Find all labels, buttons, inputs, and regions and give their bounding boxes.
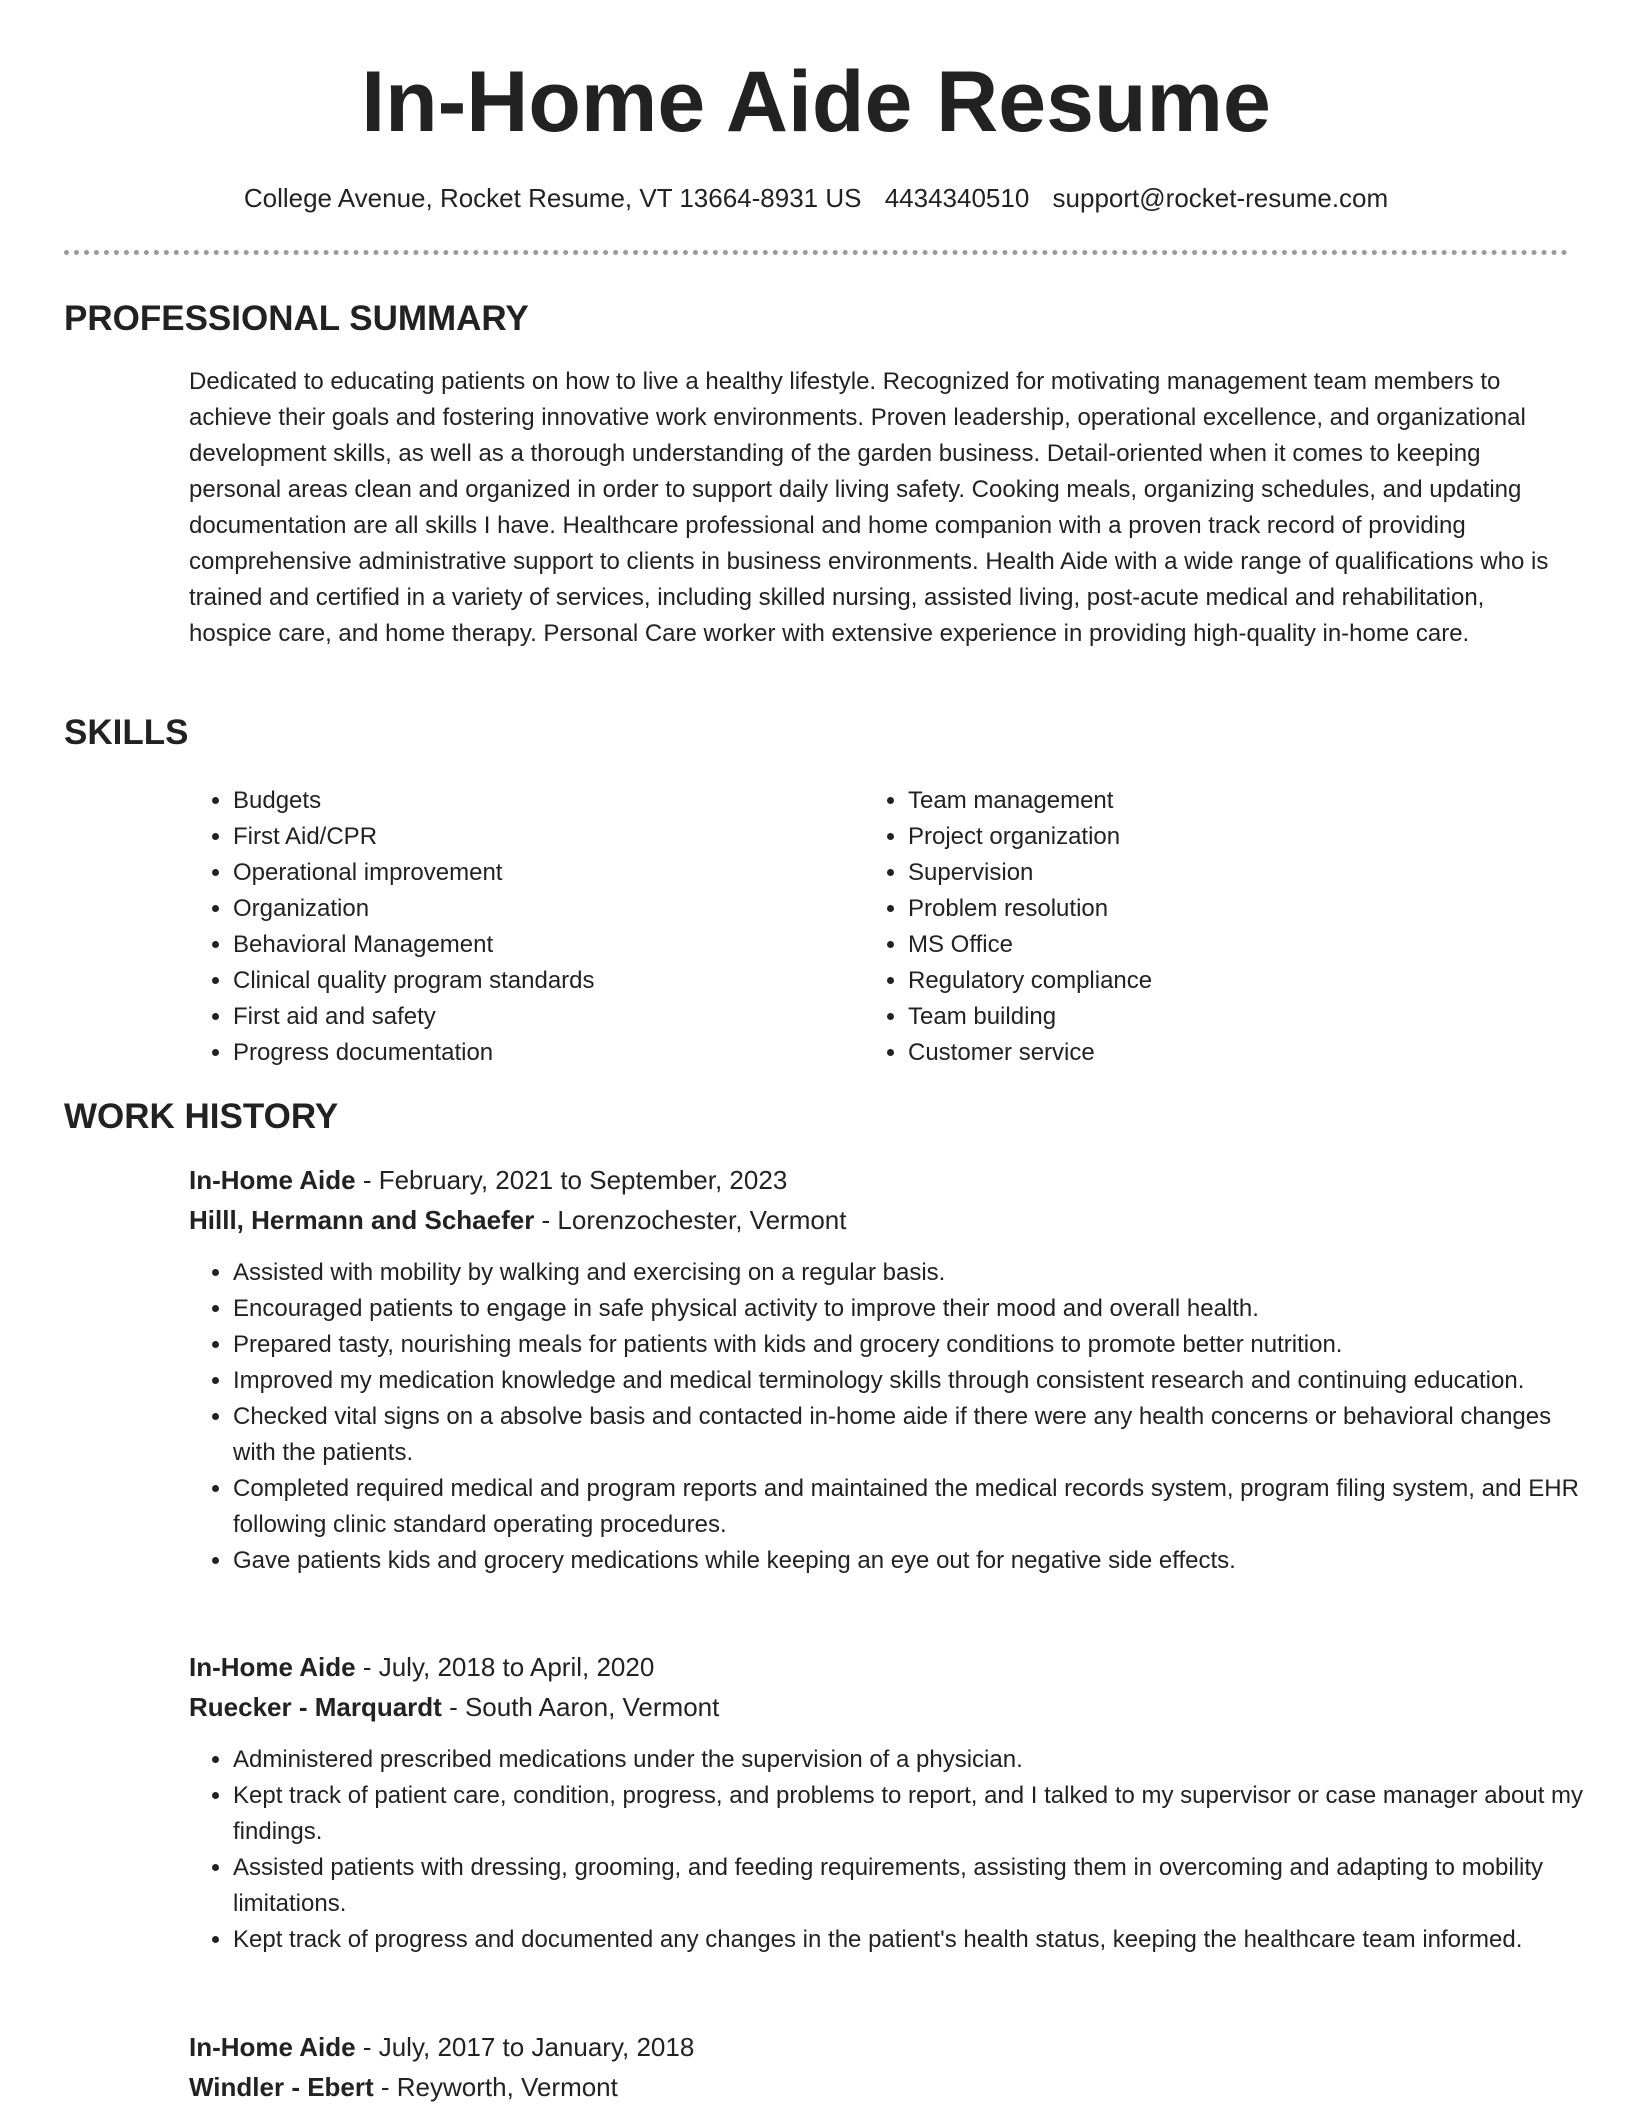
skill-item: • Customer service: [908, 1035, 1152, 1071]
skill-item: • Supervision: [908, 855, 1152, 891]
skill-item: • Operational improvement: [233, 855, 595, 891]
skill-item: • Regulatory compliance: [908, 963, 1152, 999]
skill-item: • Progress documentation: [233, 1035, 595, 1071]
job-bullet: • Completed required medical and program reports and maintained the medical records system, program filing system, and EHR following clinic standard operating procedures.: [233, 1471, 1595, 1543]
job-company-line: [189, 1202, 847, 1238]
job-title-line: [189, 1162, 787, 1198]
contact-address: College Avenue, Rocket Resume, VT 13664-8931 US: [243, 183, 862, 213]
skill-item: • First Aid/CPR: [233, 819, 595, 855]
job-bullet: • Encouraged patients to engage in safe physical activity to improve their mood and overall health.: [233, 1291, 1595, 1327]
job-bullet: • Gave patients kids and grocery medications while keeping an eye out for negative side effects.: [233, 1543, 1595, 1579]
job-title-line: [189, 2029, 694, 2065]
job-bullet: • Improved my medication knowledge and medical terminology skills through consistent research and continuing education.: [233, 1363, 1595, 1399]
skills-list-right: [864, 783, 1152, 1071]
skills-heading: SKILLS: [64, 713, 189, 752]
job-location: - Lorenzochester, Vermont: [534, 1205, 847, 1235]
skill-item: • Project organization: [908, 819, 1152, 855]
summary-heading: PROFESSIONAL SUMMARY: [64, 299, 529, 338]
skill-item: • Clinical quality program standards: [233, 963, 595, 999]
resume-title: In-Home Aide Resume: [361, 54, 1271, 150]
skill-item: • MS Office: [908, 927, 1152, 963]
contact-line: [0, 180, 1632, 216]
job-company-line: [189, 1689, 719, 1725]
job-company: Windler - Ebert: [189, 2072, 374, 2102]
job-company-line: [189, 2069, 618, 2105]
job-bullet: • Prepared tasty, nourishing meals for patients with kids and grocery conditions to promote better nutrition.: [233, 1327, 1595, 1363]
job-bullets: [189, 1255, 1595, 1579]
contact-email: support@rocket-resume.com: [1052, 183, 1389, 213]
job-title: In-Home Aide: [189, 1165, 356, 1195]
skill-item: • First aid and safety: [233, 999, 595, 1035]
job-bullet: • Checked vital signs on a absolve basis and contacted in-home aide if there were any health concerns or behavioral changes with the patients.: [233, 1399, 1595, 1471]
job-company: Ruecker - Marquardt: [189, 1692, 442, 1722]
job-bullet: • Kept track of progress and documented any changes in the patient's health status, keeping the healthcare team informed.: [233, 1922, 1595, 1958]
skill-item: • Organization: [233, 891, 595, 927]
job-bullet: • Administered prescribed medications under the supervision of a physician.: [233, 1742, 1595, 1778]
skills-list-left: [189, 783, 595, 1071]
skill-item: • Behavioral Management: [233, 927, 595, 963]
skill-item: • Team building: [908, 999, 1152, 1035]
job-location: - Reyworth, Vermont: [373, 2072, 618, 2102]
job-bullet: • Kept track of patient care, condition, progress, and problems to report, and I talked to my supervisor or case manager about my findings.: [233, 1778, 1595, 1850]
skill-item: • Team management: [908, 783, 1152, 819]
job-title: In-Home Aide: [189, 1652, 356, 1682]
job-title-line: [189, 1649, 654, 1685]
job-location: - South Aaron, Vermont: [441, 1692, 720, 1722]
job-bullets: [189, 1742, 1595, 1958]
job-bullet: • Assisted patients with dressing, grooming, and feeding requirements, assisting them in overcoming and adapting to mobility limitations.: [233, 1850, 1595, 1922]
job-title: In-Home Aide: [189, 2032, 356, 2062]
job-dates: - February, 2021 to September, 2023: [355, 1165, 788, 1195]
job-dates: - July, 2017 to January, 2018: [355, 2032, 695, 2062]
skill-item: • Budgets: [233, 783, 595, 819]
contact-phone: 4434340510: [884, 183, 1030, 213]
summary-text: Dedicated to educating patients on how to live a healthy lifestyle. Recognized for motivating management team members to achieve their goals and fostering innovative work environments. Proven leadership, operational excellence, and organizational development skills, as well as a thorough understanding of the garden business. Detail-oriented when it comes to keeping personal areas clean and organized in order to support daily living safety. Cooking meals, organizing schedules, and updating documentation are all skills I have. Healthcare professional and home companion with a proven track record of providing comprehensive administrative support to clients in business environments. Health Aide with a wide range of qualifications who is trained and certified in a variety of services, including skilled nursing, assisted living, post-acute medical and rehabilitation, hospice care, and home therapy. Personal Care worker with extensive experience in providing high-quality in-home care.: [189, 368, 1549, 647]
job-bullet: • Assisted with mobility by walking and exercising on a regular basis.: [233, 1255, 1595, 1291]
work-heading: WORK HISTORY: [64, 1097, 339, 1136]
skill-item: • Problem resolution: [908, 891, 1152, 927]
job-company: Hilll, Hermann and Schaefer: [189, 1205, 535, 1235]
header-divider: [64, 250, 1568, 255]
job-dates: - July, 2018 to April, 2020: [355, 1652, 655, 1682]
